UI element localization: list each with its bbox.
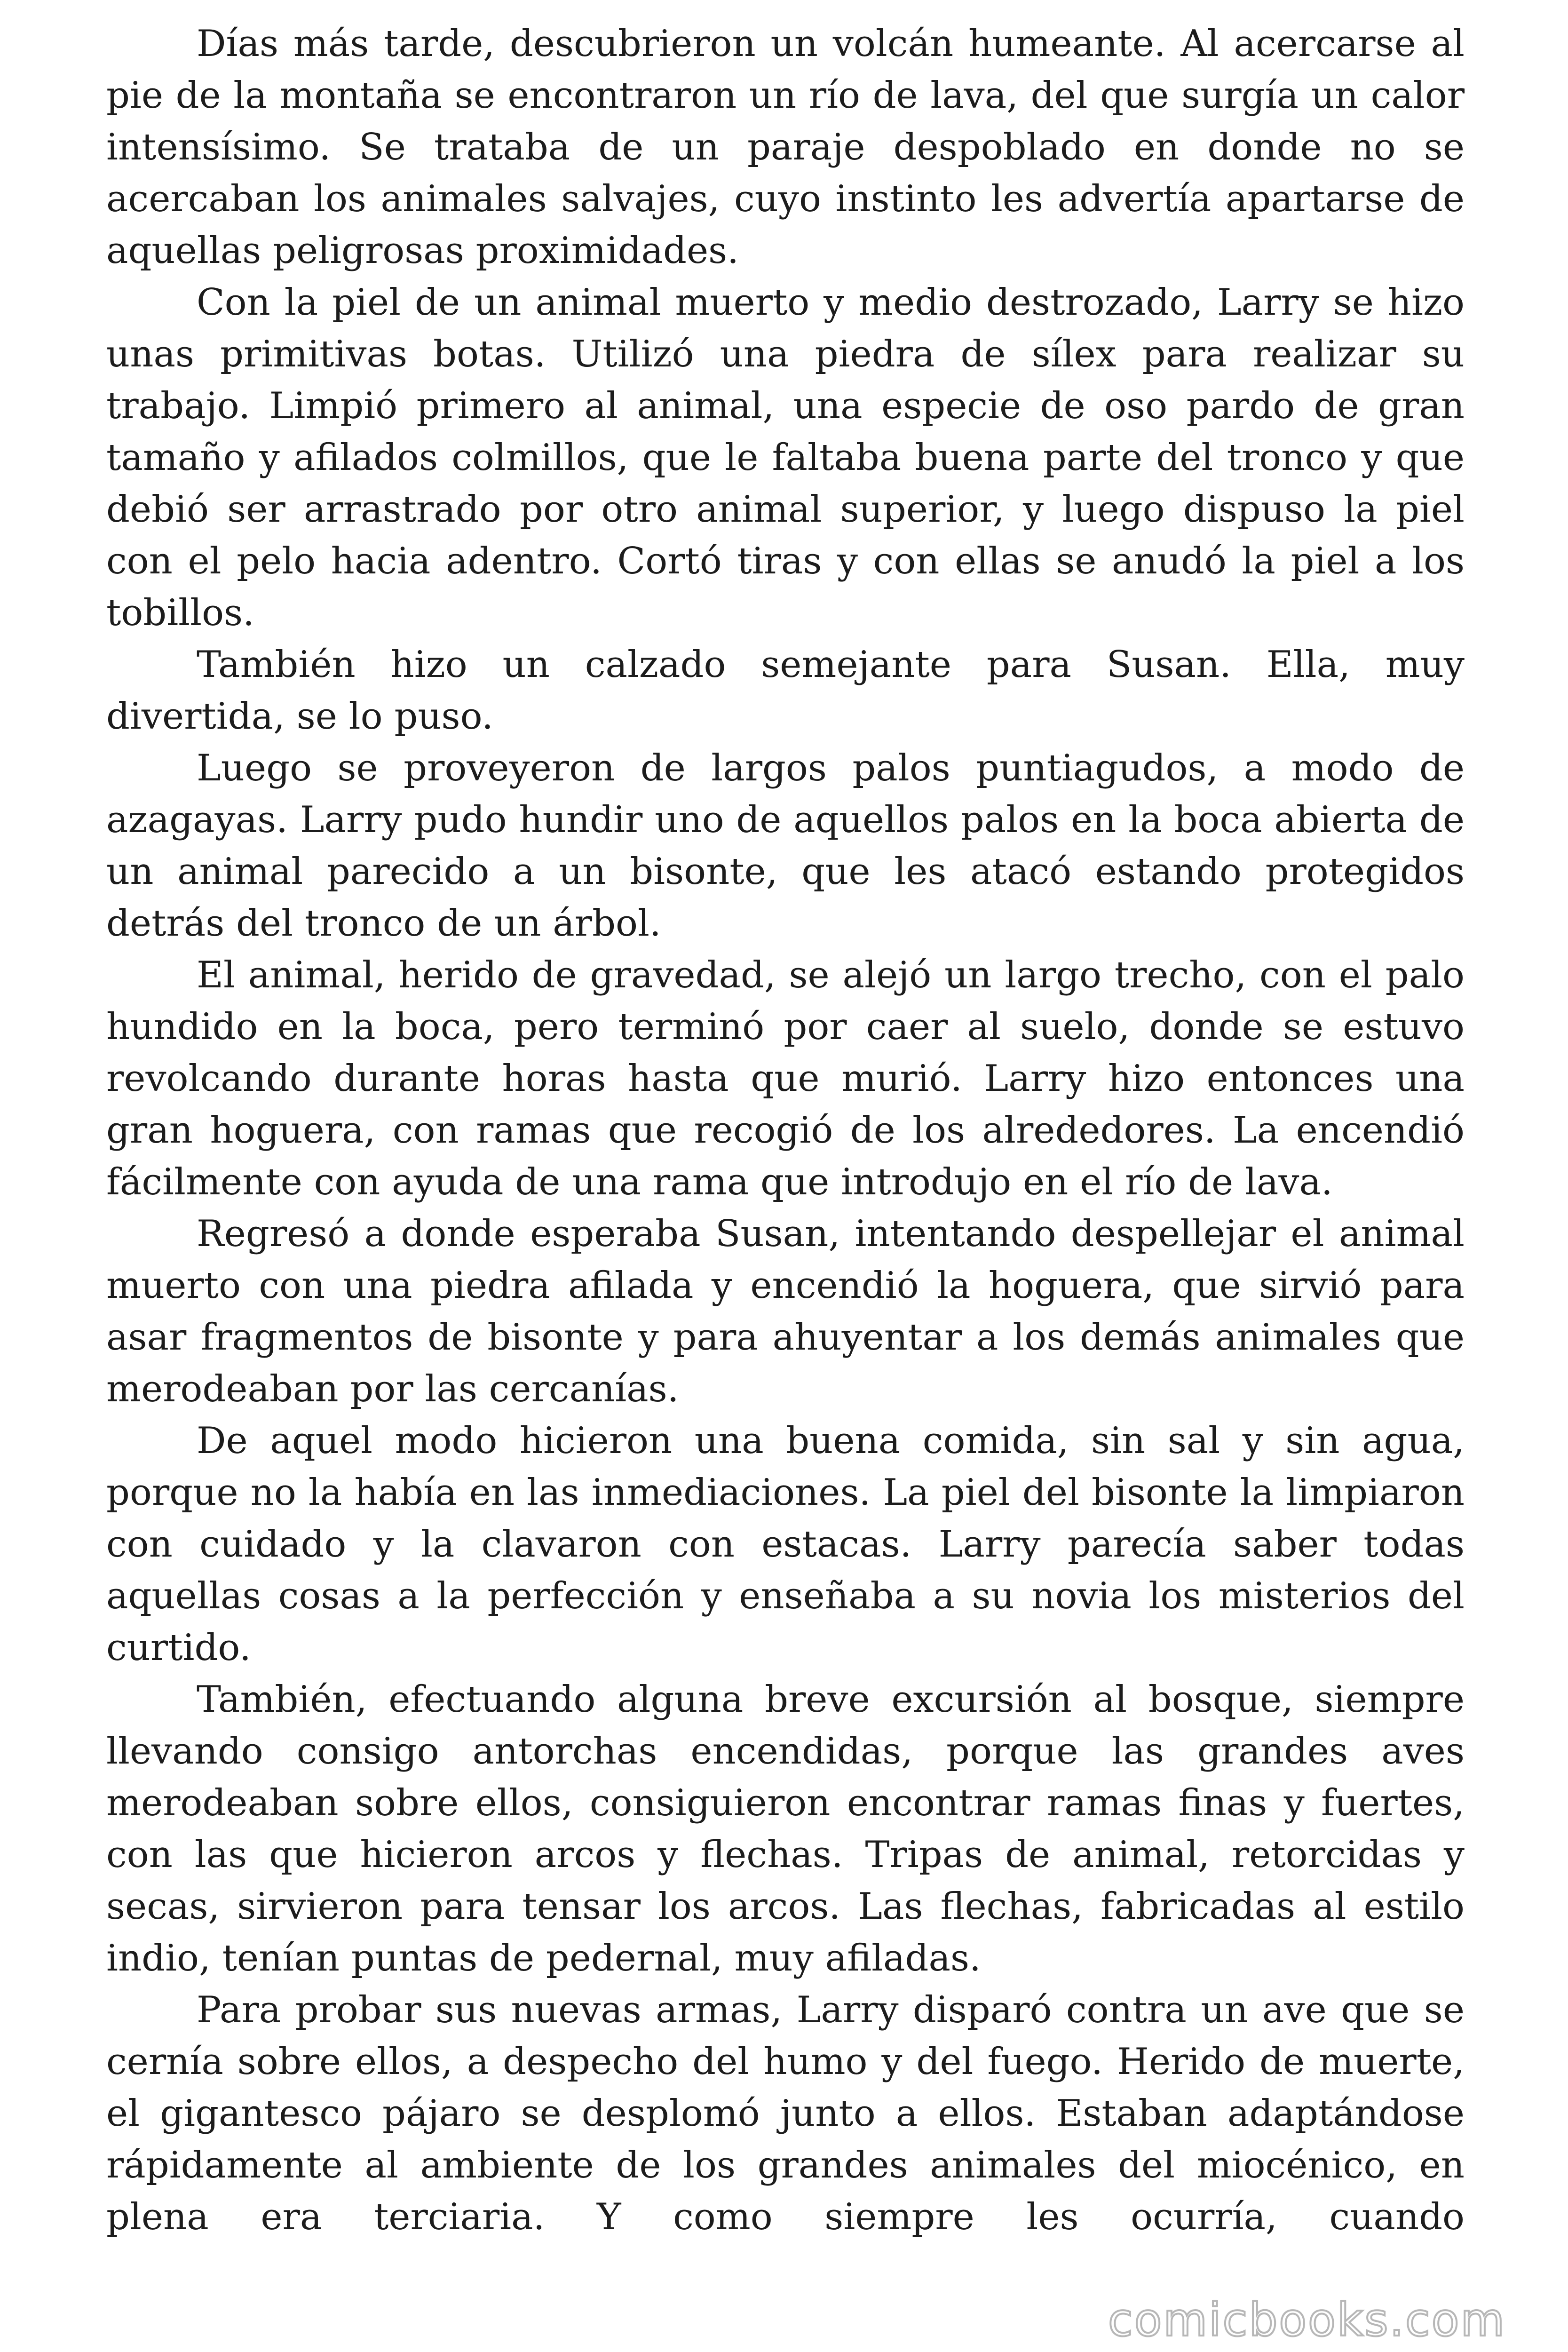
paragraph: También, efectuando alguna breve excursión al bosque, siempre llevando consigo antorchas encendidas, porque las grandes aves merodeaban sobre ellos, consiguieron encontrar ramas finas y fuertes, con las que hicieron arcos y flechas. Tripas de animal, retorcidas y secas, sirvieron para tensar los arcos. Las flechas, fabricadas al estilo indio, tenían puntas de pedernal, muy afiladas. [106, 1678, 1465, 1979]
paragraph: Con la piel de un animal muerto y medio destrozado, Larry se hizo unas primitivas botas. Utilizó una piedra de sílex para realizar su trabajo. Limpió primero al animal, una especie de oso pardo de gran tamaño y afilados colmillos, que le faltaba buena parte del tronco y que debió ser arrastrado por otro animal superior, y luego dispuso la piel con el pelo hacia adentro. Cortó tiras y con ellas se anudó la piel a los tobillos. [106, 281, 1465, 634]
paragraph-continued: Para probar sus nuevas armas, Larry disparó contra un ave que se cernía sobre ellos, a despecho del humo y del fuego. Herido de muerte, el gigantesco pájaro se desplomó junto a ellos. Estaban adaptándose rápidamente al ambiente de los grandes animales del miocénico, en plena era terciaria. Y como siempre les ocurría, cuando [106, 1989, 1465, 2238]
paragraph: El animal, herido de gravedad, se alejó un largo trecho, con el palo hundido en la boca, pero terminó por caer al suelo, donde se estuvo revolcando durante horas hasta que murió. Larry hizo entonces una gran hoguera, con ramas que recogió de los alrededores. La encendió fácilmente con ayuda de una rama que introdujo en el río de lava. [106, 954, 1465, 1203]
paragraph: Días más tarde, descubrieron un volcán humeante. Al acercarse al pie de la montaña se encontraron un río de lava, del que surgía un calor intensísimo. Se trataba de un paraje despoblado en donde no se acercaban los animales salvajes, cuyo instinto les advertía apartarse de aquellas peligrosas proximidades. [106, 23, 1465, 272]
book-page [106, 18, 1465, 2243]
watermark: comicbooks.com [1108, 2294, 1506, 2346]
paragraph: De aquel modo hicieron una buena comida, sin sal y sin agua, porque no la había en las inmediaciones. La piel del bisonte la limpiaron con cuidado y la clavaron con estacas. Larry parecía saber todas aquellas cosas a la perfección y enseñaba a su novia los misterios del curtido. [106, 1420, 1465, 1669]
paragraph: También hizo un calzado semejante para Susan. Ella, muy divertida, se lo puso. [106, 644, 1465, 738]
paragraph: Regresó a donde esperaba Susan, intentando despellejar el animal muerto con una piedra afilada y encendió la hoguera, que sirvió para asar fragmentos de bisonte y para ahuyentar a los demás animales que merodeaban por las cercanías. [106, 1213, 1465, 1410]
paragraph: Luego se proveyeron de largos palos puntiagudos, a modo de azagayas. Larry pudo hundir uno de aquellos palos en la boca abierta de un animal parecido a un bisonte, que les atacó estando protegidos detrás del tronco de un árbol. [106, 747, 1465, 945]
